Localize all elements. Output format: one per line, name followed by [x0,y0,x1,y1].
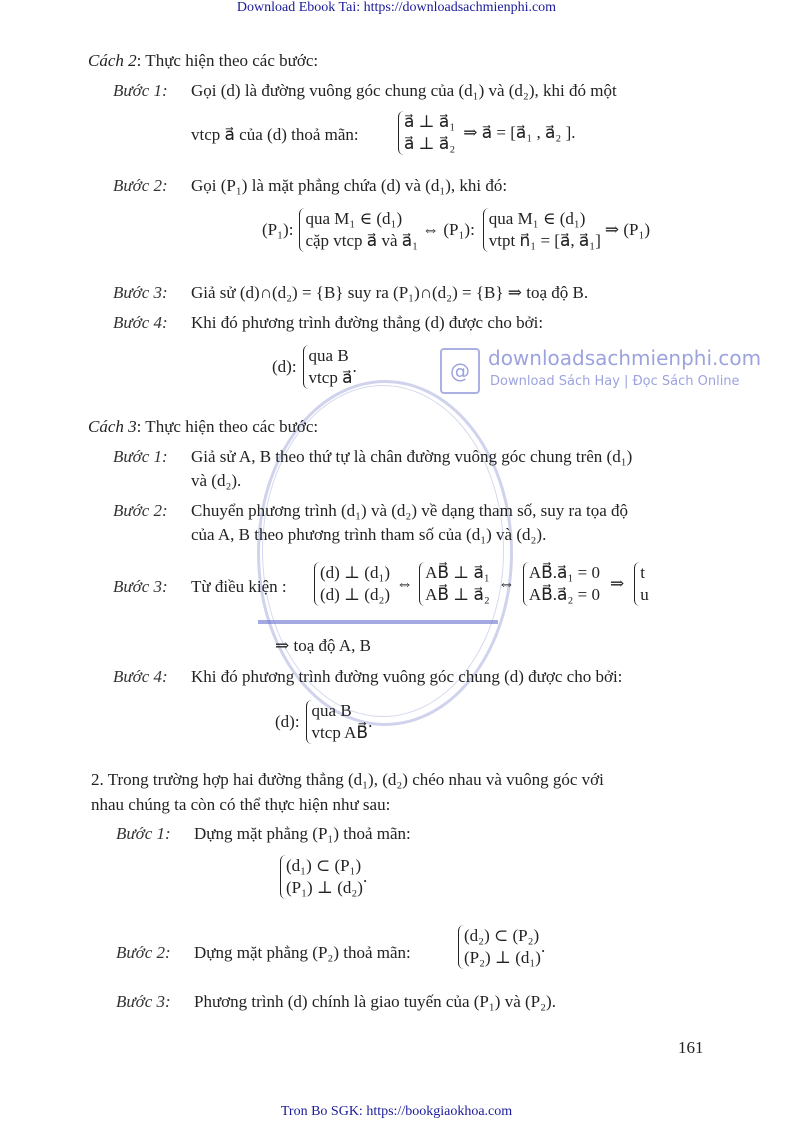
paragraph: 2. Trong trường hợp hai đường thẳng (d₁), (d₂) chéo nhau và vuông góc với [91,770,604,789]
equation: AB⃗ ⊥ a⃗₁ [425,563,490,582]
equation: vtcp a⃗ [308,368,353,387]
equation-system [306,700,369,744]
method-title: : Thực hiện theo các bước: [136,417,319,436]
equation: a⃗ ⊥ a⃗₂ [404,134,456,153]
equation: a⃗ ⊥ a⃗₁ [404,112,456,131]
equation: qua M₁ ∈ (d₁) [305,209,403,228]
step-label: Bước 4: [113,667,168,686]
equation-operator: ⇒ [609,574,625,593]
equation-result: ⇒ a⃗ = [a⃗₁ , a⃗₂ ]. [463,123,576,142]
step-label: Bước 2: [113,501,168,520]
step-text: Gọi (P₁) là mặt phẳng chứa (d) và (d₁), khi đó: [191,176,508,195]
equation-system [299,208,418,252]
step-text: của A, B theo phương trình tham số của (d₁) và (d₂). [191,525,547,544]
equation-system [483,208,601,252]
equation-system [314,562,390,606]
equation: (d) ⊥ (d₁) [320,563,391,582]
period: . [368,712,373,731]
step-text: Khi đó phương trình đường vuông góc chung (d) được cho bởi: [191,667,623,686]
equation: AB⃗.a⃗₂ = 0 [528,585,600,604]
equation-system [523,562,600,606]
equation-system [458,925,541,969]
equation-operator: ⇔ [396,574,414,593]
step-label: Bước 3: [113,283,168,302]
equation-system [419,562,490,606]
equation-lhs: (d): [275,712,300,731]
equation-system [280,855,363,899]
step-label: Bước 3: [113,577,168,596]
period: . [362,867,368,886]
period: . [540,937,546,956]
method-title: : Thực hiện theo các bước: [136,51,319,70]
step-label: Bước 1: [113,81,168,100]
step-text: Gọi (d) là đường vuông góc chung của (d₁) và (d₂), khi đó một [191,81,617,100]
step-label: Bước 2: [116,943,171,962]
equation: t [640,563,645,582]
equation-lhs: (d): [272,357,297,376]
step-text: Giả sử (d)∩(d₂) = {B} suy ra (P₁)∩(d₂) = {B} ⇒ toạ độ B. [191,283,589,302]
watermark-site: downloadsachmienphi.com [488,346,762,370]
equation-result: ⇒ toạ độ A, B [275,636,371,655]
equation: cặp vtcp a⃗ và a⃗₁ [305,231,419,250]
equation: vtcp AB⃗ [311,723,369,742]
equation: qua M₁ ∈ (d₁) [488,209,586,228]
equation-operator: ⇔ [497,574,515,593]
step-label: Bước 2: [113,176,168,195]
equation: (d₁) ⊂ (P₁) [286,856,362,875]
step-text: vtcp a⃗ của (d) thoả mãn: [191,125,359,144]
method-label: Cách 2 [88,51,137,70]
watermark-bar [258,620,498,624]
watermark-tagline: Download Sách Hay | Đọc Sách Online [490,374,740,389]
watermark-notebook-icon: @ [440,348,480,394]
page-number: 161 [678,1038,704,1057]
footer-link[interactable]: Tron Bo SGK: https://bookgiaokhoa.com [280,1104,513,1119]
equation-system [398,111,455,155]
step-label: Bước 1: [113,447,168,466]
equation-system [303,345,353,389]
equation: (d) ⊥ (d₂) [320,585,391,604]
equation: (P₂) ⊥ (d₁) [464,948,541,967]
equation: qua B [308,346,349,365]
equation: qua B [311,701,352,720]
step-label: Bước 3: [116,992,171,1011]
step-label: Bước 4: [113,313,168,332]
step-text: Khi đó phương trình đường thẳng (d) được cho bởi: [191,313,544,332]
equation: vtpt n⃗₁ = [a⃗, a⃗₁] [488,231,601,250]
step-text: Dựng mặt phẳng (P₂) thoả mãn: [194,943,411,962]
method-label: Cách 3 [88,417,137,436]
step-text: Giả sử A, B theo thứ tự là chân đường vuông góc chung trên (d₁) [191,447,633,466]
equation: (d₂) ⊂ (P₂) [464,926,540,945]
equation: AB⃗.a⃗₁ = 0 [528,563,600,582]
step-text: và (d₂). [191,471,242,490]
step-text: Phương trình (d) chính là giao tuyến của (P₁) và (P₂). [194,992,556,1011]
step-label: Bước 1: [116,824,171,843]
step-text: Dựng mặt phẳng (P₁) thoả mãn: [194,824,411,843]
equation-lhs: (P₁): [262,220,294,239]
step-text: Chuyển phương trình (d₁) và (d₂) về dạng tham số, suy ra tọa độ [191,501,629,520]
equation-operator: ⇔ (P₁): [422,220,475,239]
paragraph: nhau chúng ta còn có thể thực hiện như sau: [91,795,391,814]
period: . [352,357,357,376]
equation: (P₁) ⊥ (d₂) [286,878,363,897]
step-text: Từ điều kiện : [191,577,287,596]
equation-system [634,562,649,606]
header-link[interactable]: Download Ebook Tai: https://downloadsachmienphi.com [236,0,557,15]
equation: u [640,585,649,604]
equation: AB⃗ ⊥ a⃗₂ [425,585,490,604]
equation-result: ⇒ (P₁) [604,220,651,239]
